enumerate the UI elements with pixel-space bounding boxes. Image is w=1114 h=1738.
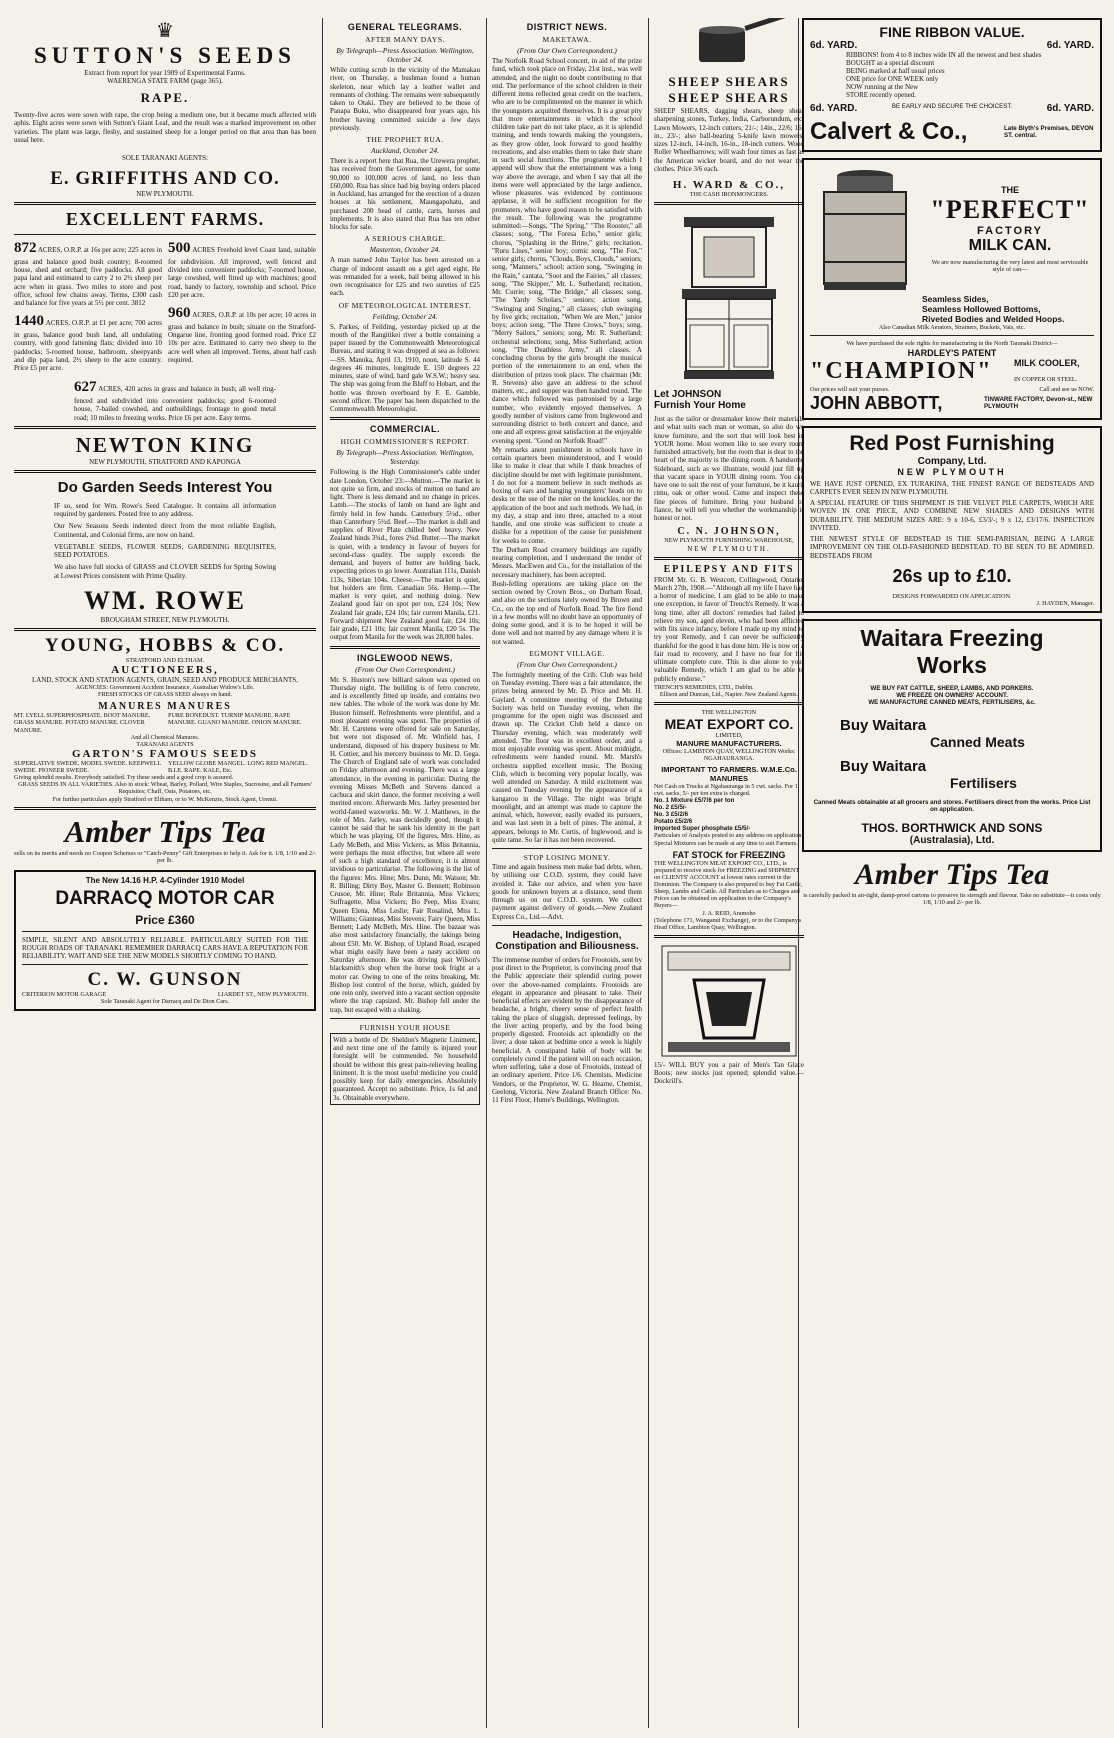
amber-tips-ad-2 (802, 858, 1102, 906)
article-text: Mr. S. Huston's new billiard saloon was opened on Thursday night. The building is of ferro concrete, and is excellently fitted up inside, and contains two new tables. The whole of the work was done by Mr. Huston himself. Refreshments were plentiful, and a most pleasant evening was spent. The properties of Mr. H. Carstens were offered for sale on Saturday, but were not disposed of. Mr. Winfield has, I understand, disposed of his drapery business to Mr. H. Cottier, and his mercery business to Mr. D. Gega. The Church of England sale of work was concluded on Friday afternoon and evening. There was a large attendance, in the evening in particular. During the evening Misses McBeth and Stevens danced a cachuca and skirt dance, the former receiving a well merited encore. Afterwards Mrs. Jarley presented her world-famed waxworks. Mr. W. J. Matthews, in the role of Mrs. Jarley, was decidedly good, though it cannot be said that he sank his identity in the part which he was playing. Of the figures, Mrs. Hine, as Lady McBeth, and Miss Vickers, as Miss Britannia, were perhaps the most effective, but where all were of such a high standard of excellence, it is almost invidious to particularise. The following is the list of the figures: Mrs. Hine; Mrs. Dunn, Mr. Watson; Mr. R. Billing; Dirty Boy, Master G. Bennett; Robinson Crusoe, Mr. Hine; Rule Britannia, Miss Vickers; Suffragette, Miss Vickers; Bo Peep, Miss Evans; Queen Elena, Miss Leslie; Fair Rosalind, Miss L. Williams; Gianteas, Miss Stevens; Fairy Queen, Miss Bennett; Lady McBeth, Mrs. Hine. The bazaar was also most satisfactory financially, the takings being about £50. Mr. W. Bishop, of Upland Road, escaped what might easily have been a nasty accident on Saturday afternoon. He was driving past Wilson's blacksmith's shop when the horse took fright at a motor car. Owing to one of the reins breaking, Mr. Bishop lost control of the horse, which, guided by one rein only, swerved into a vacant section opposite where the trap capsized. Mr. Bishop fell under the trap, but escaped with a shaking. (330, 675, 480, 1014)
sheep-title: SHEEP SHEARS (668, 90, 790, 105)
redpost-text: WE HAVE JUST OPENED, EX TURAKINA, THE FINEST RANGE OF BEDSTEADS AND CARPETS EVER SEEN IN NEW PLYMOUTH. (810, 479, 1094, 496)
sideboard-icon (654, 209, 804, 389)
column-1 (14, 18, 316, 1728)
frootoids-heading: Headache, Indigestion, Constipation and Biliousness. (495, 929, 639, 952)
meat-offices: Offices: LAMBTON QUAY, WELLINGTON Works: NGAHAURANGA. (662, 748, 796, 763)
epilepsy-agents: Ellison and Duncan, Ltd., Napier. New Zealand Agents. (659, 690, 799, 698)
article-text: My remarks anent punishment in schools have in certain quarters been misunderstood, and I would like to make it clear that while I think breaches of discipline should be met with legitimate punishment, I do not for a moment believe in such methods as boxing of ears and banging youngsters' heads on to desks or the use of the ruler on the knuckles, nor the application of the boot and such methods. We had, in my day, a strap and into three, attached to a stout handle, and one stroke was sufficient to create a dislike for a repetition of the cause for punishment for weeks to come. (492, 445, 642, 545)
young-sub: STRATFORD AND ELTHAM. (125, 656, 205, 664)
ribbon-line: ONE price for ONE WEEK only (846, 75, 939, 84)
column-rule (648, 18, 649, 1728)
young-garton: GARTON'S FAMOUS SEEDS (71, 747, 259, 760)
darracq-agent: Sole Taranaki Agent for Darracq and De Dion Cars. (100, 998, 230, 1006)
calvert-late: Late Blyth's Premises, DEVON ST. central. (1004, 125, 1094, 140)
article-dateline: (From Our Own Correspondent.) (517, 659, 617, 669)
article-text: Following is the High Commissioner's cable under date London, October 23:—Mutton.—The market is not quite so firm, and stocks of mutton on hand are light. There is less demand and no change in prices. Lamb.—The stocks of lamb on hand are light and firmly held in few hands. Canterbury 5½d., other than Canterbury 5½d. Beef.—The market is dull and supplies of River Plate chilled beef heavy. New Zealand hinds 3¾d., fores 2¾d. Butter.—The market is quiet, with a tendency in favour of buyers for second-class quality. The supply exceeds the demand, and buyers of butter are holding back, expecting prices to go lower. Australian 111s, Danish 113s, Siberian 104s. Cheese.—The market is quiet, but holders are firm. Canadian 56s. Hemp.—The market is very quiet, and nothing doing. New Zealand good fair on spot per ton, £24 10s; New Zealand fair grade, £24 10s; fair current Manila, £21. Forward shipment New Zealand good fair, £24 10s; fair grade, £21 10s; fair current Manila, £20 5s. The output from Manila for the week was 28,000 bales. (330, 468, 480, 642)
darracq-line1: The New 14.16 H.P. 4-Cylinder 1910 Model (85, 875, 245, 885)
milk-prices: Our prices will suit your purses. (810, 385, 890, 393)
johnson-h2: Furnish Your Home (654, 400, 746, 412)
boot-note: 15/- WILL BUY you a pair of Men's Tan Glace Boots; new stocks just opened; splendid value.—Dockrill's. (654, 1060, 804, 1086)
young-auct: AUCTIONEERS, (111, 663, 219, 676)
amber-tips-ad (14, 814, 316, 864)
sutton-title: SUTTON'S SEEDS (34, 43, 296, 68)
meat-rate: No. 2 £5/5/- (654, 803, 687, 811)
article-text: The Norfolk Road School concert, in aid of the prize fund, which took place on Friday, 21st inst., was well attended, and the night no doubt contributing to that end. The performance of the school children in their different items reflected great credit on the teachers, who are to be complimented on the manner in which the youngsters acquitted themselves. It is a great pity that more entertainments in which the school children take part do not take place, as it is splendid training, and tends towards making the youngsters, as they grow older, look forward to good healthy recreations, and also enables them to take their share in such social functions. The programme which I append will show that the entertainment was a long way above the average, and when I say that all the items were well appreciated by the large audience, whose pleasures was evidenced by continuous applause, it will be sufficient recognition for the promoters, who have good reason to be satisfied with the result. The following was the programme submitted:—Songs, "The Spring," "The Rooster," all classes; song, "The Foresa Echo," senior girls; chorus, "Splashing in the Brine," girls; recitation, "Ruru Lines," senior boy; comic song, "The Fox," senior girls; chorus, "Clouds, Boys, Clouds," seniors; song, "Manners," school; action song, "Swinging in the Rain," cantata, "Soot and the Fairies," all classes; song, "The Skipper," Mr. L. Sutherland; recitation, Mr. Currie; song, "The Bridge," all classes; song, "The Yardy Scholars," seniors; action song, "Swinging and Singing," all classes; club swinging by five girls; recitation, "When We are Men," junior boys; action song, "The Three Crows," boys; song, "Merry Sailors," seniors; song, Mr. R. Sutherland; orchestral selections; song, Miss Sutherland; action song, "The Deathless Army," all classes. A concluding chorus by the girls brought the musical portion of the entertainment to an end, when the distribution of prizes took place. The chairman (Mr. R. Stevens) also gave an address to the school matters, etc., and supper was then handed round. The dance which followed was patronised by a large number, who evidently enjoyed themselves. A goodly number of visitors came from Inglewood and surrounding district to both concert and dance, and one and all express great satisfaction at the enjoyable evening spent. "Good on Norfolk Road!" (492, 57, 642, 445)
redpost-mgr: J. HAYDEN, Manager. (1036, 600, 1094, 608)
redpost-text: A SPECIAL FEATURE OF THIS SHIPMENT IS THE VELVET PILE CARPETS, WHICH ARE WOVEN IN ONE PIECE, AND COMBINE NEW SHADES AND DESIGNS WITH DURABILITY. THE MEDIUM SIZES ARE: 9 x 10-6, £3/3/-; 9 x 12, £3/17/6. INSPECTION INVITED. (810, 499, 1094, 532)
milk-hardley: HARDLEY'S PATENT (907, 347, 997, 358)
milk-feature: Seamless Hollowed Bottoms, (922, 304, 1041, 315)
sutton-farm: WAERENGA STATE FARM (page 365). (107, 77, 223, 86)
amber-title: Amber Tips Tea (854, 857, 1050, 891)
milk-cooler: MILK COOLER, (1014, 357, 1080, 368)
young-seed-list: SUPERLATIVE SWEDE. MODEL SWEDE. KEEPWELL SWEDE. PIONEER SWEDE. (14, 759, 161, 775)
ribbon-price: 6d. YARD. (1046, 40, 1094, 51)
column-rule (486, 18, 487, 1728)
meat-special: Special Mixtures can be made at any time to suit Farmers. (654, 839, 798, 847)
darracq-street: LIARDET ST., NEW PLYMOUTH. (217, 991, 308, 999)
young-satisfied: Giving splendid results. Everybody satisfied. Try these seeds and a good crop is assured. (14, 774, 234, 782)
young-manure-list: PURE BONEDUST. TURNIP MANURE. RAPE MANURE. GUANO MANURE. ONION MANURE. (168, 712, 302, 727)
waitara-freeze: WE FREEZE ON OWNERS' ACCOUNT. (896, 692, 1008, 700)
redpost-designs: DESIGNS FORWARDED ON APPLICATION. (892, 592, 1012, 600)
article-heading: FURNISH YOUR HOUSE (359, 1022, 451, 1032)
waitara-t2: Works (917, 652, 987, 679)
rowe-text: VEGETABLE SEEDS, FLOWER SEEDS, GARDENING REQUISITES, SEED POTATOES. (54, 542, 276, 560)
abbott-works: TINWARE FACTORY, Devon-st., NEW PLYMOUTH (984, 396, 1093, 411)
rowe-text: IF so, send for Wm. Rowe's Seed Catalogue. It contains all information required by gardeners. Posted free to any address. (54, 501, 276, 519)
article-dateline: Masterton, October 24. (369, 245, 441, 255)
article-text: S. Parkes, of Feilding, yesterday picked up at the mouth of the Rangitikei river a bottle containing a paper issued by the Commonwealth Meteorological Bureau, and stating it was dropped at sea as follows:—SS. Manuka, April 13, 1910, noon, latitude S. 44 degrees 46 minutes, longitude E. 150 degrees 22 minutes, state of wind, hard gale W.S.W.; heavy sea. The ship was going from the Bluff to Hobart, and the bottle was thrown overboard by F. E. Gamble, second officer. The paper has been dispatched to the Commonwealth Meteorologist. (330, 322, 480, 413)
amber-title: Amber Tips Tea (64, 813, 266, 849)
ribbon-title: FINE RIBBON VALUE. (879, 24, 1025, 40)
red-post-ad (802, 426, 1102, 614)
newton-sub: NEW PLYMOUTH, STRATFORD AND KAPONGA (89, 457, 241, 466)
meat-l1: THE WELLINGTON (701, 709, 757, 717)
district-news-title: DISTRICT NEWS. (526, 22, 608, 32)
ribbon-line: BEING marked at half usual prices (846, 67, 945, 76)
milk-champion: "CHAMPION" (810, 358, 993, 385)
rowe-title: Do Garden Seeds Interest You (57, 478, 273, 496)
young-taranaki: TARANAKI AGENTS (136, 740, 194, 748)
darracq-price: Price £360 (135, 912, 195, 927)
meat-fat: FAT STOCK for FREEZING (672, 849, 786, 860)
article-heading: EGMONT VILLAGE. (529, 648, 605, 658)
milk-also: Also Canadian Milk Aerators, Strainers, Buckets, Vats, etc. (878, 324, 1026, 332)
commercial-title: COMMERCIAL. (370, 424, 440, 435)
amber-sub: is carefully packed in air-tight, damp-proof cartons to preserve its strength and flavour. Take no substitute—it costs only 1/8, 1/10 and 2/- per lb. (803, 891, 1101, 906)
rowe-text: Our New Seasons Seeds indented direct from the most reliable English, Continental, and Colonial firms, are now on hand. (54, 522, 276, 539)
waitara-buy-line: Buy Waitara (840, 716, 927, 734)
milk-the: THE (1001, 185, 1019, 196)
article-heading: AFTER MANY DAYS. (365, 35, 445, 44)
liniment-ad: With a bottle of Dr. Sheldon's Magnetic Liniment, and next time one of the family is injured your foresight will be commended. No household should be without this great pain-relieving healing liniment. It is the most useful medicine you could possibly keep for daily emergencies. Absolutely guaranteed. Accept no substitute. Price, 1s 6d and 3s. Obtainable everywhere. (330, 1033, 480, 1105)
article-dateline: Feilding, October 24. (372, 311, 438, 321)
saucepan-icon (654, 18, 804, 74)
farm-listing: 500 ACRES Freehold level Coast land, suitable for subdivision. All improved, well fenced and divided into convenient paddocks; 7-roomed house, large cowshed, well fitted up with machines; good road, handy to factory, township and school. Price £20 per acre. (168, 240, 316, 299)
milk-feature: Riveted Bodies and Welded Hoops. (922, 314, 1065, 325)
ribbon-price: 6d. YARD. (810, 103, 858, 115)
column-3 (492, 18, 642, 1728)
waitara-mfr: WE MANUFACTURE CANNED MEATS, FERTILISERS, &c. (868, 699, 1036, 707)
meat-net: Net Cash on Trucks at Ngahauranga in 5 cwt. sacks. For 1 cwt. sacks, 5/- per ton extra is charged. (654, 782, 798, 797)
column-4 (654, 18, 804, 1728)
article-text: Time and again business men make bad debts, when, by utilising our C.O.D. system, they could have avoided it. Take our advice, and when you have goods for unknown buyers at a distance, send them through us on our C.O.D. system. We collect payment against delivery of goods.—New Zealand Express Co., Ltd.—Advt. (492, 863, 642, 921)
redpost-co: Company, Ltd. (917, 455, 987, 467)
epilepsy-ad (654, 564, 804, 699)
column-5 (802, 18, 1102, 1728)
article-text: Bush-felling operations are taking place on the section owned by Crown Bros., on Durham Road, and also on the sections lately owned by Brown and Co., on the top end of Norfolk Road. The fire fiend in a few months will no doubt have an opportunity of doing some good, and it is to be hoped it will be done well and not marred by any damage where it is not wanted. (492, 579, 642, 646)
sutton-town: NEW PLYMOUTH. (136, 190, 194, 199)
meat-rate: No. 1 Mixture £5/7/6 per ton (654, 796, 735, 804)
ribbon-line: NOW running at the New (846, 83, 919, 92)
redpost-title: Red Post Furnishing (849, 431, 1055, 455)
meat-rate: Imported Super phosphate £5/5/- (654, 825, 751, 833)
sutton-ad (14, 18, 316, 198)
sutton-agents: SOLE TARANAKI AGENTS: (121, 154, 209, 163)
redpost-text: THE NEWEST STYLE OF BEDSTEAD IS THE SEMI-PARISIAN, BEING A LARGE IMPROVEMENT ON THE OLD-FASHIONED BEDSTEAD. TO BE SEEN TO BE ADMIRED. BEDSTEADS FROM (810, 535, 1094, 560)
ribbon-line: RIBBONS! from 4 to 8 inches wide IN all the newest and best shades (846, 51, 1042, 59)
johnson-h1: Let JOHNSON (654, 389, 722, 401)
johnson-body: Just as the tailor or dressmaker know their materials and what suits each man or woman, so also do we know furniture, and the sort that will look best in YOUR home. Most women like to see every room furnished attractively, but the room that is dear to the heart of the majority is the dining room. A handsome Sideboard, such as we illustrate, would just fill up that vacant space in YOUR dining room. You can have one to suit the rest of your furniture, be it kauri, rimu, oak or other wood. Come and inspect these fine pieces of furniture. Bring your husband or fiance, he will tell you whether the workmanship is honest or not. (654, 415, 804, 523)
ward-sub: THE CASH IRONMONGERS. (689, 191, 769, 198)
borthwick-sub: (Australasia), Ltd. (909, 834, 995, 846)
sheep-shears-ad (654, 18, 804, 198)
article-dateline: By Telegraph—Press Association. Wellington, October 24. (336, 46, 474, 64)
article-text: The Durham Road creamery buildings are rapidly nearing completion, and I understand the tender of Messrs. MacEwen and Co., for the installation of the necessary machinery, has been accepted. (492, 545, 642, 579)
farm-listing: 872 ACRES, O.R.P. at 16s per acre; 225 acres in grass and balance good bush country; 8-roomed house, shed and orchard; five paddocks. All good papa land and estimated to carry 2 to 2½ sheep per acre when in grass. Two miles to store and post office, school few chains away. Terms, £300 cash and balance for five years at 5½ per cent. 3812 (14, 240, 162, 308)
excellent-farms-ad (14, 209, 316, 422)
meat-title: MEAT EXPORT CO. (664, 716, 794, 733)
young-grass: GRASS SEEDS IN ALL VARIETIES. Also in stock: Wheat, Barley, Pollard, Wire Staples, Sucrosine, and all Farmers' Requisites; Chaff, Oats, Potatoes, etc. (18, 781, 312, 796)
sutton-extract: Extract from report for year 1909 of Experimental Farms. (84, 69, 246, 77)
epilepsy-firm: TRENCH'S REMEDIES, LTD., Dublin. (654, 683, 754, 691)
article-text: The fortnightly meeting of the Crib. Club was held on Tuesday evening. There was a fair attendance, the prizes being annexed by Mr. D. Price and Mr. H. Gaylard. A committee meeting of the Debating Society was held on Tuesday evening, when the programme for the open night was discussed and drawn up. The Cricket Club held a dance on Thursday evening, which was moderately well attended. The floor was in excellent order, and a most enjoyable evening was spent. About midnight, refreshments were handed round. Mr. Marsh's orchestra supplied excellent music. The Boxing Club, which is becoming very popular locally, was well attended on Saturday. A mild excitement was caused on Tuesday evening by the appearance of a kangaroo in the Village. The night was bright moonlight, and an attempt was made to capture the animal, which, however, easily evaded its pursuers, and was last seen in a belt of pines. The animal, it appears, belongs to Mr. Curtis, of Inglewood, and is quite tame. So far it has not been recovered. (492, 670, 642, 844)
farms-title: EXCELLENT FARMS. (65, 209, 265, 230)
milk-intro: We are now manufacturing the very latest and most serviceable style of can— (931, 259, 1089, 274)
milk-feature: Seamless Sides, (922, 294, 989, 305)
sheep-title: SHEEP SHEARS (668, 74, 790, 89)
young-chem: And all Chemical Manures. (130, 733, 200, 741)
rowe-text: We also have full stocks of GRASS and CLOVER SEEDS for Spring Sowing at Lowest Prices consistent with Prime Quality. (54, 563, 276, 580)
young-manures: MANURES MANURES (98, 701, 232, 713)
ribbon-line: BOUGHT as a special discount (846, 59, 935, 68)
article-dateline: (From Our Own Correspondent.) (517, 46, 617, 55)
rowe-seeds-ad (14, 479, 316, 624)
meat-important: IMPORTANT TO FARMERS. W.M.E.Co. MANURES (661, 764, 797, 783)
article-text: A man named John Taylor has been arrested on a charge of indecent assault on a girl aged eight. He was remanded for a week, bail being allowed in his own recognisance for £25 and two sureties of £25 each. (330, 256, 480, 298)
young-agencies: AGENCIES: Government Accident Insurance, Australian Widow's Life. (75, 684, 255, 692)
frootoids-text: The immense number of orders for Frootoids, sent by post direct to the Proprietor, is convincing proof that the Public appreciate their splendid curing power over the above-named complaints. Frootoids are elegant in appearance and pleasant to take. Their beneficial effects are evident by the disappearance of headache, a bright, cheery sense of perfect health taking the place of sluggish, depressed feelings, by the liver acting properly, and by the food being properly digested. Frootoids act splendidly on the liver; a dose taken at bedtime once a week is highly beneficial. A constipated habit of body will be completely cured if the patient will on each occasion, when suffering, take a dose of Frootoids, instead of an ordinary aperient. Price 1/6. Chemists, Medicine Vendors, or the Proprietor, W. G. Hearne, Chemist, Geelong, Victoria. New Zealand Branch Office: No. 11 First Floor, Hume's Buildings, Wellington. (492, 955, 642, 1104)
redpost-town: NEW PLYMOUTH (897, 466, 1007, 477)
ribbon-price: 6d. YARD. (1046, 103, 1094, 115)
royal-crest-icon: ♛ (156, 20, 174, 42)
article-heading: MAKETAWA. (542, 35, 592, 44)
meat-manure: MANURE MANUFACTURERS. (676, 739, 782, 749)
article-heading: THE PROPHET RUA. (366, 135, 444, 144)
johnson-name: C. N. JOHNSON, (677, 526, 781, 538)
milk-can: MILK CAN. (968, 237, 1052, 255)
young-hobbs-ad (14, 635, 316, 803)
meat-export-ad (654, 709, 804, 931)
article-heading: STOP LOSING MONEY. (523, 853, 611, 862)
young-further: For further particulars apply Stratford or Eltham, or to W. McKenzie, Stock Agent, Urenui. (52, 795, 278, 803)
sutton-body: Twenty-five acres were sown with rape, the crop being a medium one, but it became much affected with aphis. Eight acres were sown with Sutton's Giant Leaf, and the result was a marked improvement on other varieties. The plant was large, fleshy, and sustained sheep for a longer period on that area than has been usual here. (14, 111, 316, 144)
article-heading: A SERIOUS CHARGE. (364, 234, 446, 244)
column-2 (330, 18, 480, 1728)
article-dateline: (From Our Own Correspondent.) (355, 664, 455, 674)
young-land: LAND, STOCK AND STATION AGENTS, GRAIN, SEED AND PRODUCE MERCHANTS, (32, 675, 298, 684)
sutton-rape: RAPE. (140, 90, 190, 106)
ribbon-ad (802, 18, 1102, 152)
young-manure-list: MT. LYELL SUPERPHOSPHATE. BOOT MANURE. GRASS MANURE. POTATO MANURE. CLOVER MANURE. (14, 712, 151, 734)
waitara-fert: Fertilisers (950, 774, 1017, 791)
sutton-firm: E. GRIFFITHS AND CO. (50, 168, 280, 190)
ribbon-line: STORE recently opened. (846, 91, 917, 100)
darracq-name: C. W. GUNSON (87, 969, 243, 991)
article-dateline: By Telegraph—Press Association. Wellington, Yesterday. (336, 448, 474, 467)
meat-fat-body: THE WELLINGTON MEAT EXPORT CO., LTD., is prepared to receive stock for FREEZING and SHIPMENT on CLIENTS' ACCOUNT at lowest rates current in the Dominion. The Company is also prepared to buy Fat Cattle, Sheep, Lambs and Cattle. All Particulars as to Charges and Prices can be obtained on application to the Company's Buyers— (654, 859, 803, 910)
young-title: YOUNG, HOBBS & CO. (44, 634, 286, 656)
redpost-price: 26s up to £10. (892, 565, 1012, 586)
ward-firm: H. WARD & CO., (672, 179, 786, 191)
general-telegrams-title: GENERAL TELEGRAMS. (347, 22, 463, 32)
milk-call: Call and see us NOW. (1039, 385, 1094, 393)
meat-part: Particulars of Analysis posted to any address on application. (654, 832, 803, 840)
newton-title: NEWTON KING (75, 432, 255, 457)
meat-ltd: LIMITED, (715, 732, 743, 740)
johnson-town: NEW PLYMOUTH. (687, 544, 771, 553)
darracq-garage: CRITERION MOTOR GARAGE (22, 991, 107, 999)
borthwick-firm: THOS. BORTHWICK AND SONS (861, 820, 1043, 835)
ribbon-price: 6d. YARD. (810, 40, 858, 51)
milk-metal: IN COPPER OR STEEL. (1014, 375, 1078, 383)
article-text: There is a report here that Rua, the Urewera prophet, has received from the Government agent, for some 90,000 to 100,000 acres of land, no less than £60,000. Rua has since had big buying orders placed in Auckland, has arranged for the erection of a dozen houses at his settlement, Maungapohatu, and purchased 200 head of cattle, carts, horses and implements. It is also stated that Rua has ten other blocks for sale. (330, 157, 480, 231)
darracq-ad (14, 870, 316, 1011)
waitara-buy: WE BUY FAT CATTLE, SHEEP, LAMBS, AND PORKERS. (870, 685, 1034, 693)
darracq-title: DARRACQ MOTOR CAR (55, 887, 275, 909)
column-rule (322, 18, 323, 1728)
rowe-addr: BROUGHAM STREET, NEW PLYMOUTH. (100, 615, 230, 624)
epilepsy-title: EPILEPSY AND FITS (663, 563, 795, 575)
milk-can-ad (802, 158, 1102, 419)
article-heading: HIGH COMMISSIONER'S REPORT. (340, 437, 470, 447)
darracq-body: SIMPLE, SILENT AND ABSOLUTELY RELIABLE. PARTICULARLY SUITED FOR THE ROUGH ROADS OF TARANAKI. REMEMBER DARRACQ CARS HAVE A REPUTATION FOR RELIABILITY. WAIT AND SEE THE NEW MODELS SHORTLY COMING TO HAND. (22, 935, 308, 960)
young-fresh: FRESH STOCKS OF GRASS SEED always on hand. (98, 691, 232, 699)
meat-rate: No. 3 £5/2/6 (654, 811, 689, 819)
epilepsy-body: FROM Mr. G. B. Westcott, Collingwood, Ontario, March 27th, 1908.—"Although all my life I have had a horror of medicine, I am glad to be able to make one exception, in favor of Trench's Remedy. It was a long time, after all doctors' remedies had failed to relieve my son, aged eleven, who had been afflicted with fits since infancy, before I made up my mind to try your Remedy, and I can never be sufficiently thankful for the good it has done him. He is now on a fair road to recovery, and I have no fear for his ultimate complete cure. This is due alone to your valuable Remedy, which I am glad to be able to publicly endorse." (654, 575, 804, 683)
waitara-buy-line: Buy Waitara (840, 757, 927, 775)
meat-rate: Potato £5/2/6 (654, 818, 693, 826)
meat-tel: (Telephone 171, Wanganui Exchange), or to the Company's Head Office, Lambton Quay, Wellington. (654, 916, 802, 931)
waitara-note: Canned Meats obtainable at all grocers and stores. Fertilisers direct from the works. Price List on application. (813, 798, 1091, 813)
rowe-name: WM. ROWE (84, 585, 246, 615)
waitara-t1: Waitara Freezing (860, 625, 1044, 652)
ribbon-early: BE EARLY AND SECURE THE CHOICEST. (891, 103, 1013, 111)
johnson-sub: NEW PLYMOUTH FURNISHING WAREHOUSE, (664, 537, 794, 545)
milk-factory: FACTORY (977, 225, 1043, 238)
johnson-ad (654, 209, 804, 552)
boot-illustration-icon (654, 942, 804, 1060)
calvert-firm: Calvert & Co., (810, 118, 968, 146)
waitara-ad (802, 619, 1102, 852)
abbott-name: JOHN ABBOTT, (810, 392, 943, 413)
farm-listing: 960 ACRES, O.R.P. at 10s per acre; 10 acres in grass and balance in bush; situate on the Stratford-Ongarue line, fronting good formed road. Price £2 10s per acre. Estimated to carry two sheep to the acre well when all improved. Terms, about half cash required. (168, 305, 316, 364)
young-seed-list: YELLOW GLOBE MANGEL. LONG RED MANGEL. B.I.E. RAPE. KALE, Etc. (168, 759, 308, 775)
amber-sub: sells on its merits and needs no Coupon Schemes or "Catch-Penny" Gift Enterprises to help it. Ask for it. 1/8, 1/10 and 2/- per lb. (14, 849, 316, 864)
article-dateline: Auckland, October 24. (371, 146, 439, 155)
article-text: While cutting scrub in the vicinity of the Mamakau river, on Thursday, a bushman found a human skeleton, near which lay a leather wallet and remnants of clothing. The remains were subsequently taken to Otaki. They are believed to be those of Panapa Buku, who disappeared four years ago, his brother having committed suicide a few days previously. (330, 66, 480, 132)
milk-perfect: "PERFECT" (930, 195, 1090, 225)
farm-listing: 627 ACRES, 420 acres in grass and balance in bush; all well ring-fenced and subdivided into convenient paddocks; good 6-roomed house, 7-bailed cowshed, and outbuildings; frontage to good metal road; 10 miles to freezing works. Price £6 per acre. Easy terms. (74, 379, 276, 422)
newton-king-ad (14, 433, 316, 466)
milk-rights: We have purchased the sole rights for manufacturing in the North Taranaki District— (846, 340, 1058, 348)
sheep-body: SHEEP SHEARS, dagging shears, sheep shear sharpening stones, Turkey, India, Carborundum, etc. Lawn Mowers, 12-inch cutters, 21/-; 14in., 22/6; 16-in., 23/-; also ball-bearing 5-knife lawn mowers, sizes 12-inch, 14-inch, 16-in., 18-inch cutters. Wood Roller Wheelbarrows; will wash four times as fast as the American wicker board, and do not wear the clothes. Price 3/6 each. (654, 107, 804, 173)
inglewood-title: INGLEWOOD NEWS. (357, 652, 453, 663)
milk-can-icon (810, 164, 920, 294)
article-heading: OF METEOROLOGICAL INTEREST. (338, 300, 472, 310)
meat-buyer: J. A. REID, Aramoho (702, 909, 756, 917)
farm-listing: 1440 ACRES, O.R.P. at £1 per acre; 700 acres in grass, balance good bush land, all undulating country, with good fattening flats; divided into 10 paddocks; 5-roomed house, bathroom, sheepyards and dip papa land, 2½ sheep to the acre country. Price £5 per acre. (14, 313, 162, 373)
waitara-canned: Canned Meats (930, 733, 1025, 750)
boot-ad (654, 942, 804, 1086)
